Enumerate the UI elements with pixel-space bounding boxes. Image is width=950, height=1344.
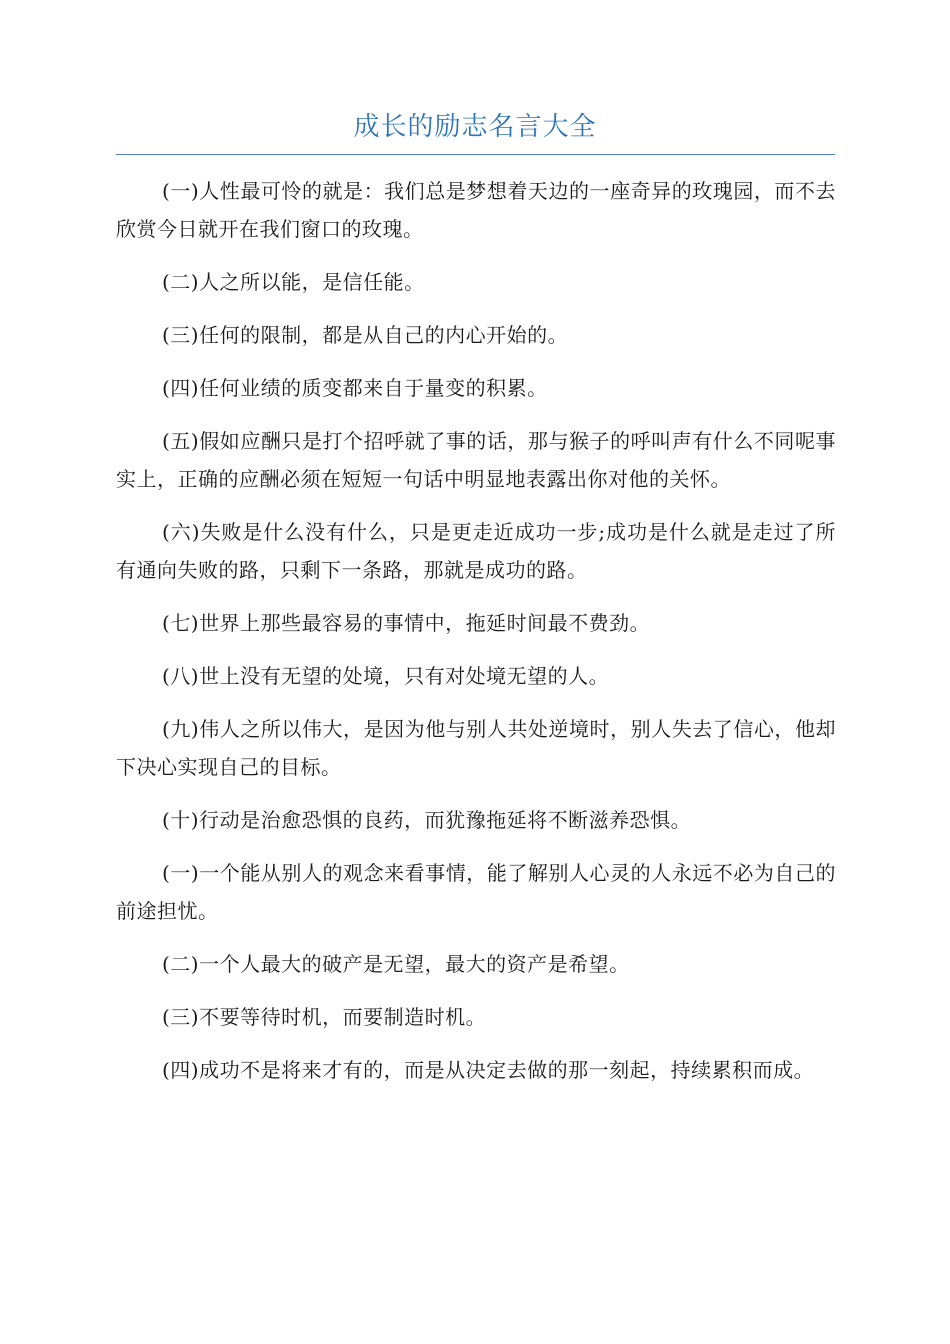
- quote-paragraph: (一)人性最可怜的就是：我们总是梦想着天边的一座奇异的玫瑰园，而不去欣赏今日就开在我们窗口的玫瑰。: [116, 179, 836, 241]
- quote-paragraph: (三)任何的限制，都是从自己的内心开始的。: [162, 323, 569, 347]
- title-underline: [116, 154, 835, 155]
- quote-paragraph: (九)伟人之所以伟大，是因为他与别人共处逆境时，别人失去了信心，他却下决心实现自己的目标。: [116, 717, 836, 779]
- quote-paragraph: (七)世界上那些最容易的事情中，拖延时间最不费劲。: [162, 611, 651, 635]
- document-body: [116, 172, 836, 1104]
- document-title: 成长的励志名言大全: [353, 112, 597, 142]
- quote-paragraph: (三)不要等待时机，而要制造时机。: [162, 1005, 487, 1029]
- quote-paragraph: (六)失败是什么没有什么，只是更走近成功一步;成功是什么就是走过了所有通向失败的路，只剩下一条路，那就是成功的路。: [116, 520, 836, 582]
- quote-paragraph: (二)一个人最大的破产是无望，最大的资产是希望。: [162, 952, 630, 976]
- quote-paragraph: (二)人之所以能，是信任能。: [162, 270, 425, 294]
- quote-paragraph: (八)世上没有无望的处境，只有对处境无望的人。: [162, 664, 610, 688]
- quote-paragraph: (四)成功不是将来才有的，而是从决定去做的那一刻起，持续累积而成。: [162, 1058, 815, 1082]
- quote-paragraph: (五)假如应酬只是打个招呼就了事的话，那与猴子的呼叫声有什么不同呢事实上，正确的应酬必须在短短一句话中明显地表露出你对他的关怀。: [116, 429, 836, 491]
- quote-paragraph: (十)行动是治愈恐惧的良药，而犹豫拖延将不断滋养恐惧。: [162, 808, 692, 832]
- quote-paragraph: (一)一个能从别人的观念来看事情，能了解别人心灵的人永远不必为自己的前途担忧。: [116, 861, 836, 923]
- quote-paragraph: (四)任何业绩的质变都来自于量变的积累。: [162, 376, 548, 400]
